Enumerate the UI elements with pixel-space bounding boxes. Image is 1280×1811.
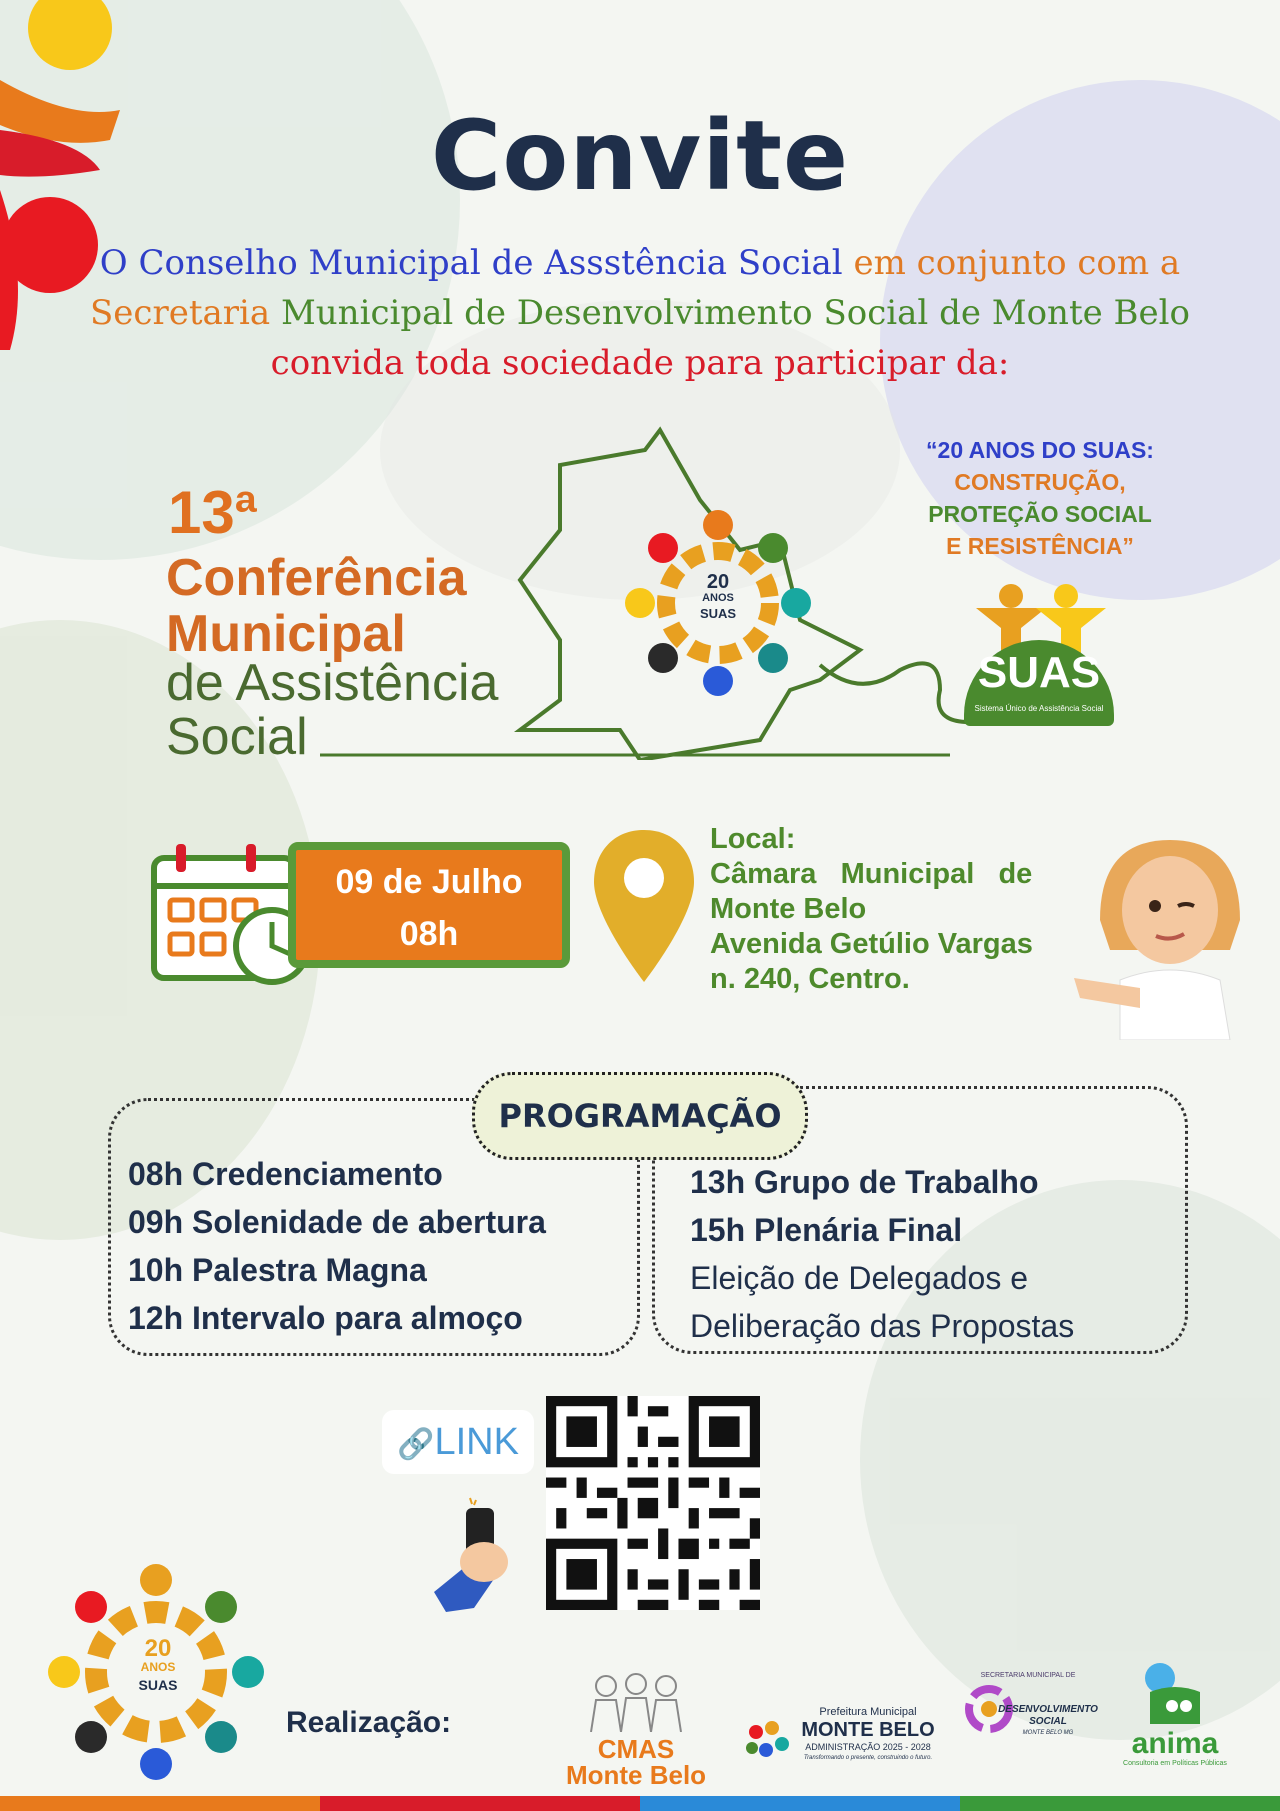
bottom-logo-text xyxy=(128,1635,188,1694)
link-label: LINK xyxy=(434,1421,519,1463)
prefeitura-admin: ADMINISTRAÇÃO 2025 - 2028 xyxy=(805,1742,931,1752)
location-label: Local: xyxy=(710,823,796,855)
event-date-box xyxy=(288,842,570,968)
cmas-logo xyxy=(546,1672,726,1789)
location-pin-icon xyxy=(592,826,696,986)
schedule-item: 10h Palestra Magna xyxy=(128,1252,427,1288)
event-date: 09 de Julho xyxy=(335,863,523,901)
secretaria-line1: DESENVOLVIMENTO xyxy=(998,1704,1098,1715)
intro-line2-b: Municipal de Desenvolvimento Social de Monte Belo xyxy=(270,293,1190,333)
bottom-logo-20: 20 xyxy=(144,1635,172,1662)
bottom-logo-anos: ANOS xyxy=(140,1660,176,1674)
cmas-city: Monte Belo xyxy=(565,1760,707,1790)
prefeitura-logo xyxy=(742,1706,935,1770)
schedule-right-list xyxy=(690,1158,1074,1350)
cmas-name: CMAS xyxy=(597,1734,675,1764)
prefeitura-slogan: Transformando o presente, construindo o futuro. xyxy=(803,1755,933,1761)
event-time: 08h xyxy=(399,915,459,953)
conference-title-line2: Municipal xyxy=(166,605,406,663)
prefeitura-top: Prefeitura Municipal xyxy=(819,1706,917,1718)
center-logo-anos: ANOS xyxy=(702,592,734,604)
conference-title-line1: Conferência xyxy=(166,549,467,607)
link-icon: 🔗 xyxy=(397,1428,435,1461)
pointing-woman-illustration xyxy=(1060,830,1260,1040)
anima-subtitle: Consultoria em Políticas Públicas xyxy=(1123,1760,1227,1767)
intro-text xyxy=(60,238,1220,388)
prefeitura-emblem-icon xyxy=(742,1720,792,1760)
theme-line3: PROTEÇÃO SOCIAL xyxy=(928,501,1152,527)
intro-line1-b: em conjunto com a xyxy=(842,243,1181,283)
prefeitura-name: MONTE BELO xyxy=(801,1719,935,1741)
footer-bar-red xyxy=(320,1796,640,1811)
theme-line1: “20 ANOS DO SUAS: xyxy=(926,437,1154,463)
cmas-figures-icon xyxy=(576,1672,696,1732)
registration-link[interactable] xyxy=(382,1410,534,1474)
conference-number: 13ª xyxy=(168,479,257,546)
schedule-left-list xyxy=(128,1150,546,1342)
suas-logo-subtitle: Sistema Único de Assistência Social xyxy=(974,704,1104,713)
secretaria-arc-text: SECRETARIA MUNICIPAL DE xyxy=(980,1672,1076,1679)
suas-logo-name: SUAS xyxy=(977,648,1101,697)
center-logo-suas: SUAS xyxy=(699,606,737,621)
schedule-item: 15h Plenária Final xyxy=(690,1212,963,1248)
location-line2: Monte Belo xyxy=(710,893,867,925)
page-title: Convite xyxy=(430,100,850,212)
bottom-logo-suas: SUAS xyxy=(138,1677,178,1693)
anima-logo xyxy=(1110,1662,1240,1772)
schedule-item: 09h Solenidade de abertura xyxy=(128,1204,546,1240)
phone-hand-icon xyxy=(426,1496,516,1614)
schedule-item: 08h Credenciamento xyxy=(128,1156,443,1192)
secretaria-line3: MONTE BELO MG xyxy=(1022,1730,1074,1736)
intro-line3: convida toda sociedade para participar da: xyxy=(270,343,1010,383)
schedule-item: 12h Intervalo para almoço xyxy=(128,1300,523,1336)
footer-bar-green xyxy=(960,1796,1280,1811)
secretaria-line2: SOCIAL xyxy=(1029,1716,1067,1727)
footer-bar-blue xyxy=(640,1796,960,1811)
anima-name: anima xyxy=(1131,1727,1219,1760)
schedule-item: Deliberação das Propostas xyxy=(690,1308,1075,1344)
intro-line1-a: O Conselho Municipal de Assstência Social xyxy=(99,243,843,283)
anima-emblem-icon xyxy=(1130,1662,1220,1724)
center-logo-text xyxy=(690,571,746,622)
footer-bar-orange xyxy=(0,1796,320,1811)
location-line1: Câmara Municipal de xyxy=(710,858,1033,890)
footer-color-bar xyxy=(0,1796,1280,1811)
intro-line2-a: Secretaria xyxy=(89,293,271,333)
center-logo-20: 20 xyxy=(706,571,730,593)
event-location xyxy=(710,822,1033,997)
location-line4: n. 240, Centro. xyxy=(710,963,910,995)
location-line3: Avenida Getúlio Vargas xyxy=(710,928,1033,960)
realizacao-label: Realização: xyxy=(286,1706,452,1739)
conference-title-line4: Social xyxy=(166,708,308,766)
registration-qr-code[interactable] xyxy=(546,1396,760,1610)
schedule-title: PROGRAMAÇÃO xyxy=(472,1072,808,1160)
conference-title-line3: de Assistência xyxy=(166,654,499,712)
secretaria-logo xyxy=(952,1672,1102,1772)
yellow-figure-head xyxy=(28,0,112,70)
schedule-item: Eleição de Delegados e xyxy=(690,1260,1029,1296)
theme-line2: CONSTRUÇÃO, xyxy=(954,469,1126,495)
theme-line4: E RESISTÊNCIA” xyxy=(946,533,1134,559)
suas-logo-badge xyxy=(964,640,1114,726)
conference-theme xyxy=(900,434,1180,562)
schedule-item: 13h Grupo de Trabalho xyxy=(690,1164,1039,1200)
